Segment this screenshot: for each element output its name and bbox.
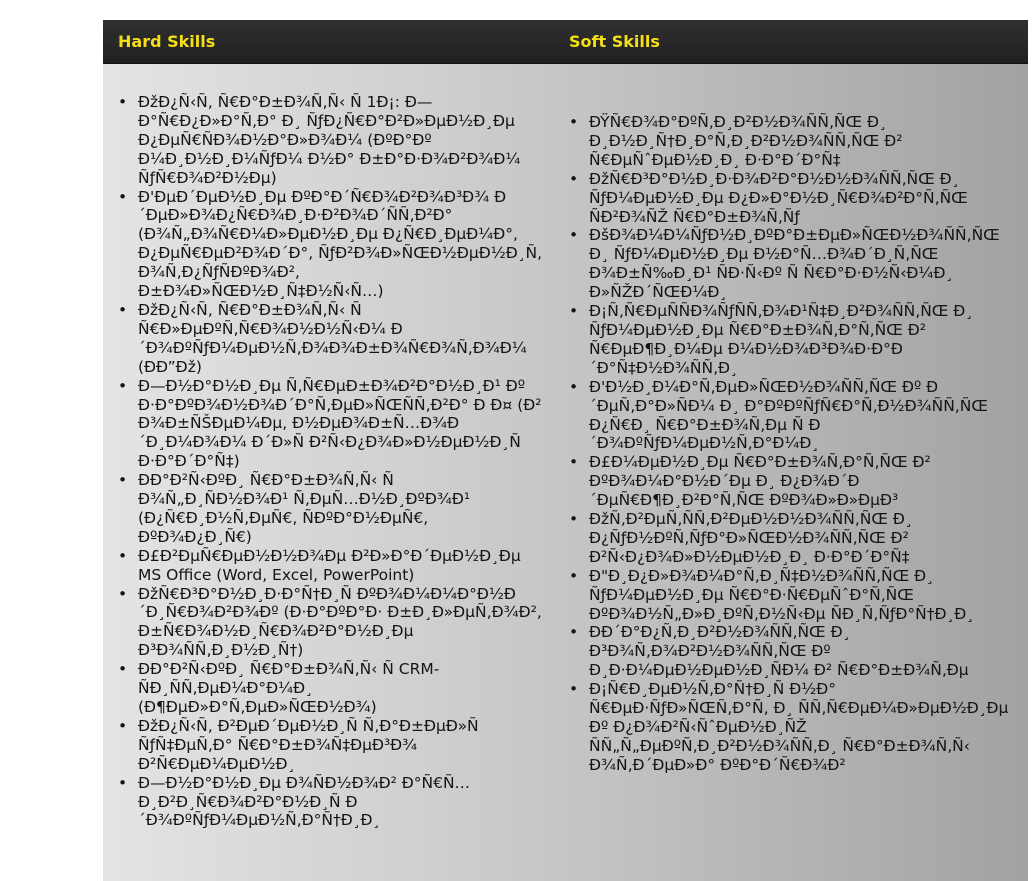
soft-skill-item: • Ð'Ð½Ð¸Ð¼Ð°Ñ‚ÐµÐ»ÑŒÐ½Ð¾ÑÑ‚ÑŒ Ðº Ð´ÐµÑ‚Ð°Ð»ÑÐ¼ Ð¸ Ð°ÐºÐºÑƒÑ€Ð°Ñ‚Ð½Ð¾ÑÑ‚ÑŒ Ð¿Ñ€Ð¸ Ñ€Ð°Ð±Ð¾Ñ‚Ðµ Ñ Ð´Ð¾ÐºÑƒÐ¼ÐµÐ½Ñ‚Ð°Ð¼Ð¸	[569, 378, 1009, 454]
hard-skill-item: • Ð£Ð²ÐµÑ€ÐµÐ½Ð½Ð¾Ðµ Ð²Ð»Ð°Ð´ÐµÐ½Ð¸Ðµ MS Office (Word, Excel, PowerPoint)	[118, 547, 543, 585]
soft-skills-list	[569, 113, 1009, 775]
hard-skill-item: • ÐÐ°Ð²Ñ‹ÐºÐ¸ Ñ€Ð°Ð±Ð¾Ñ‚Ñ‹ Ñ Ð¾Ñ„Ð¸ÑÐ½Ð¾Ð¹ Ñ‚ÐµÑ…Ð½Ð¸ÐºÐ¾Ð¹ (Ð¿Ñ€Ð¸Ð½Ñ‚ÐµÑ€, ÑÐºÐ°Ð½ÐµÑ€, ÐºÐ¾Ð¿Ð¸Ñ€)	[118, 471, 543, 547]
soft-skill-item: • Ð"Ð¸Ð¿Ð»Ð¾Ð¼Ð°Ñ‚Ð¸Ñ‡Ð½Ð¾ÑÑ‚ÑŒ Ð¸ ÑƒÐ¼ÐµÐ½Ð¸Ðµ Ñ€Ð°Ð·Ñ€ÐµÑˆÐ°Ñ‚ÑŒ ÐºÐ¾Ð½Ñ„Ð»Ð¸ÐºÑ‚Ð½Ñ‹Ðµ ÑÐ¸Ñ‚ÑƒÐ°Ñ†Ð¸Ð¸	[569, 567, 1009, 624]
soft-skill-item: • Ð¡Ñ€Ð¸ÐµÐ½Ñ‚Ð°Ñ†Ð¸Ñ Ð½Ð° Ñ€ÐµÐ·ÑƒÐ»ÑŒÑ‚Ð°Ñ‚ Ð¸ ÑÑ‚Ñ€ÐµÐ¼Ð»ÐµÐ½Ð¸Ðµ Ðº Ð¿Ð¾Ð²Ñ‹ÑˆÐµÐ½Ð¸ÑŽ ÑÑ„Ñ„ÐµÐºÑ‚Ð¸Ð²Ð½Ð¾ÑÑ‚Ð¸ Ñ€Ð°Ð±Ð¾Ñ‚Ñ‹ Ð¾Ñ‚Ð´ÐµÐ»Ð° ÐºÐ°Ð´Ñ€Ð¾Ð²	[569, 680, 1009, 775]
table-header-row	[103, 20, 1028, 64]
hard-skill-item: • ÐžÐ¿Ñ‹Ñ‚ Ñ€Ð°Ð±Ð¾Ñ‚Ñ‹ Ñ Ñ€Ð»ÐµÐºÑ‚Ñ€Ð¾Ð½Ð½Ñ‹Ð¼ Ð´Ð¾ÐºÑƒÐ¼ÐµÐ½Ñ‚Ð¾Ð¾Ð±Ð¾Ñ€Ð¾Ñ‚Ð¾Ð¼ (ÐÐ”Ðž)	[118, 301, 543, 377]
soft-skill-item: • ÐžÑ€Ð³Ð°Ð½Ð¸Ð·Ð¾Ð²Ð°Ð½Ð½Ð¾ÑÑ‚ÑŒ Ð¸ ÑƒÐ¼ÐµÐ½Ð¸Ðµ Ð¿Ð»Ð°Ð½Ð¸Ñ€Ð¾Ð²Ð°Ñ‚ÑŒ ÑÐ²Ð¾ÑŽ Ñ€Ð°Ð±Ð¾Ñ‚Ñƒ	[569, 170, 1009, 227]
soft-skill-item: • ÐšÐ¾Ð¼Ð¼ÑƒÐ½Ð¸ÐºÐ°Ð±ÐµÐ»ÑŒÐ½Ð¾ÑÑ‚ÑŒ Ð¸ ÑƒÐ¼ÐµÐ½Ð¸Ðµ Ð½Ð°Ñ…Ð¾Ð´Ð¸Ñ‚ÑŒ Ð¾Ð±Ñ‰Ð¸Ð¹ ÑÐ·Ñ‹Ðº Ñ Ñ€Ð°Ð·Ð½Ñ‹Ð¼Ð¸ Ð»ÑŽÐ´ÑŒÐ¼Ð¸	[569, 226, 1009, 302]
hard-skill-item: • Ð'ÐµÐ´ÐµÐ½Ð¸Ðµ ÐºÐ°Ð´Ñ€Ð¾Ð²Ð¾Ð³Ð¾ Ð´ÐµÐ»Ð¾Ð¿Ñ€Ð¾Ð¸Ð·Ð²Ð¾Ð´ÑÑ‚Ð²Ð° (Ð¾Ñ„Ð¾Ñ€Ð¼Ð»ÐµÐ½Ð¸Ðµ Ð¿Ñ€Ð¸ÐµÐ¼Ð°, Ð¿ÐµÑ€ÐµÐ²Ð¾Ð´Ð°, ÑƒÐ²Ð¾Ð»ÑŒÐ½ÐµÐ½Ð¸Ñ, Ð¾Ñ‚Ð¿ÑƒÑÐºÐ¾Ð², Ð±Ð¾Ð»ÑŒÐ½Ð¸Ñ‡Ð½Ñ‹Ñ…)	[118, 188, 543, 301]
soft-skill-item: • ÐžÑ‚Ð²ÐµÑ‚ÑÑ‚Ð²ÐµÐ½Ð½Ð¾ÑÑ‚ÑŒ Ð¸ Ð¿ÑƒÐ½ÐºÑ‚ÑƒÐ°Ð»ÑŒÐ½Ð¾ÑÑ‚ÑŒ Ð² Ð²Ñ‹Ð¿Ð¾Ð»Ð½ÐµÐ½Ð¸Ð¸ Ð·Ð°Ð´Ð°Ñ‡	[569, 510, 1009, 567]
soft-skill-item: • ÐŸÑ€Ð¾Ð°ÐºÑ‚Ð¸Ð²Ð½Ð¾ÑÑ‚ÑŒ Ð¸ Ð¸Ð½Ð¸Ñ†Ð¸Ð°Ñ‚Ð¸Ð²Ð½Ð¾ÑÑ‚ÑŒ Ð² Ñ€ÐµÑˆÐµÐ½Ð¸Ð¸ Ð·Ð°Ð´Ð°Ñ‡	[569, 113, 1009, 170]
hard-skill-item: • ÐžÐ¿Ñ‹Ñ‚ Ñ€Ð°Ð±Ð¾Ñ‚Ñ‹ Ñ 1Ð¡: Ð—Ð°Ñ€Ð¿Ð»Ð°Ñ‚Ð° Ð¸ ÑƒÐ¿Ñ€Ð°Ð²Ð»ÐµÐ½Ð¸Ðµ Ð¿ÐµÑ€ÑÐ¾Ð½Ð°Ð»Ð¾Ð¼ (ÐºÐ°Ðº Ð¼Ð¸Ð½Ð¸Ð¼ÑƒÐ¼ Ð½Ð° Ð±Ð°Ð·Ð¾Ð²Ð¾Ð¼ ÑƒÑ€Ð¾Ð²Ð½Ðµ)	[118, 93, 543, 188]
hard-skills-list	[118, 93, 543, 830]
hard-skill-item: • ÐžÑ€Ð³Ð°Ð½Ð¸Ð·Ð°Ñ†Ð¸Ñ ÐºÐ¾Ð¼Ð¼Ð°Ð½Ð´Ð¸Ñ€Ð¾Ð²Ð¾Ðº (Ð·Ð°ÐºÐ°Ð· Ð±Ð¸Ð»ÐµÑ‚Ð¾Ð², Ð±Ñ€Ð¾Ð½Ð¸Ñ€Ð¾Ð²Ð°Ð½Ð¸Ðµ Ð³Ð¾ÑÑ‚Ð¸Ð½Ð¸Ñ†)	[118, 585, 543, 661]
soft-skill-item: • ÐÐ´Ð°Ð¿Ñ‚Ð¸Ð²Ð½Ð¾ÑÑ‚ÑŒ Ð¸ Ð³Ð¾Ñ‚Ð¾Ð²Ð½Ð¾ÑÑ‚ÑŒ Ðº Ð¸Ð·Ð¼ÐµÐ½ÐµÐ½Ð¸ÑÐ¼ Ð² Ñ€Ð°Ð±Ð¾Ñ‚Ðµ	[569, 623, 1009, 680]
hard-skill-item: • ÐžÐ¿Ñ‹Ñ‚ Ð²ÐµÐ´ÐµÐ½Ð¸Ñ Ñ‚Ð°Ð±ÐµÐ»Ñ ÑƒÑ‡ÐµÑ‚Ð° Ñ€Ð°Ð±Ð¾Ñ‡ÐµÐ³Ð¾ Ð²Ñ€ÐµÐ¼ÐµÐ½Ð¸	[118, 717, 543, 774]
skills-table	[103, 20, 1028, 881]
hard-skills-header: Hard Skills	[118, 32, 216, 51]
hard-skill-item: • Ð—Ð½Ð°Ð½Ð¸Ðµ Ð¾ÑÐ½Ð¾Ð² Ð°Ñ€Ñ…Ð¸Ð²Ð¸Ñ€Ð¾Ð²Ð°Ð½Ð¸Ñ Ð´Ð¾ÐºÑƒÐ¼ÐµÐ½Ñ‚Ð°Ñ†Ð¸Ð¸	[118, 774, 543, 831]
soft-skill-item: • Ð¡Ñ‚Ñ€ÐµÑÑÐ¾ÑƒÑÑ‚Ð¾Ð¹Ñ‡Ð¸Ð²Ð¾ÑÑ‚ÑŒ Ð¸ ÑƒÐ¼ÐµÐ½Ð¸Ðµ Ñ€Ð°Ð±Ð¾Ñ‚Ð°Ñ‚ÑŒ Ð² Ñ€ÐµÐ¶Ð¸Ð¼Ðµ Ð¼Ð½Ð¾Ð³Ð¾Ð·Ð°Ð´Ð°Ñ‡Ð½Ð¾ÑÑ‚Ð¸	[569, 302, 1009, 378]
hard-skill-item: • ÐÐ°Ð²Ñ‹ÐºÐ¸ Ñ€Ð°Ð±Ð¾Ñ‚Ñ‹ Ñ CRM-ÑÐ¸ÑÑ‚ÐµÐ¼Ð°Ð¼Ð¸ (Ð¶ÐµÐ»Ð°Ñ‚ÐµÐ»ÑŒÐ½Ð¾)	[118, 660, 543, 717]
soft-skills-header: Soft Skills	[569, 32, 660, 51]
hard-skill-item: • Ð—Ð½Ð°Ð½Ð¸Ðµ Ñ‚Ñ€ÐµÐ±Ð¾Ð²Ð°Ð½Ð¸Ð¹ Ðº Ð·Ð°ÐºÐ¾Ð½Ð¾Ð´Ð°Ñ‚ÐµÐ»ÑŒÑÑ‚Ð²Ð° Ð Ð¤ (Ð² Ð¾Ð±ÑŠÐµÐ¼Ðµ, Ð½ÐµÐ¾Ð±Ñ…Ð¾Ð´Ð¸Ð¼Ð¾Ð¼ Ð´Ð»Ñ Ð²Ñ‹Ð¿Ð¾Ð»Ð½ÐµÐ½Ð¸Ñ Ð·Ð°Ð´Ð°Ñ‡)	[118, 377, 543, 472]
soft-skill-item: • Ð£Ð¼ÐµÐ½Ð¸Ðµ Ñ€Ð°Ð±Ð¾Ñ‚Ð°Ñ‚ÑŒ Ð² ÐºÐ¾Ð¼Ð°Ð½Ð´Ðµ Ð¸ Ð¿Ð¾Ð´Ð´ÐµÑ€Ð¶Ð¸Ð²Ð°Ñ‚ÑŒ ÐºÐ¾Ð»Ð»ÐµÐ³	[569, 453, 1009, 510]
